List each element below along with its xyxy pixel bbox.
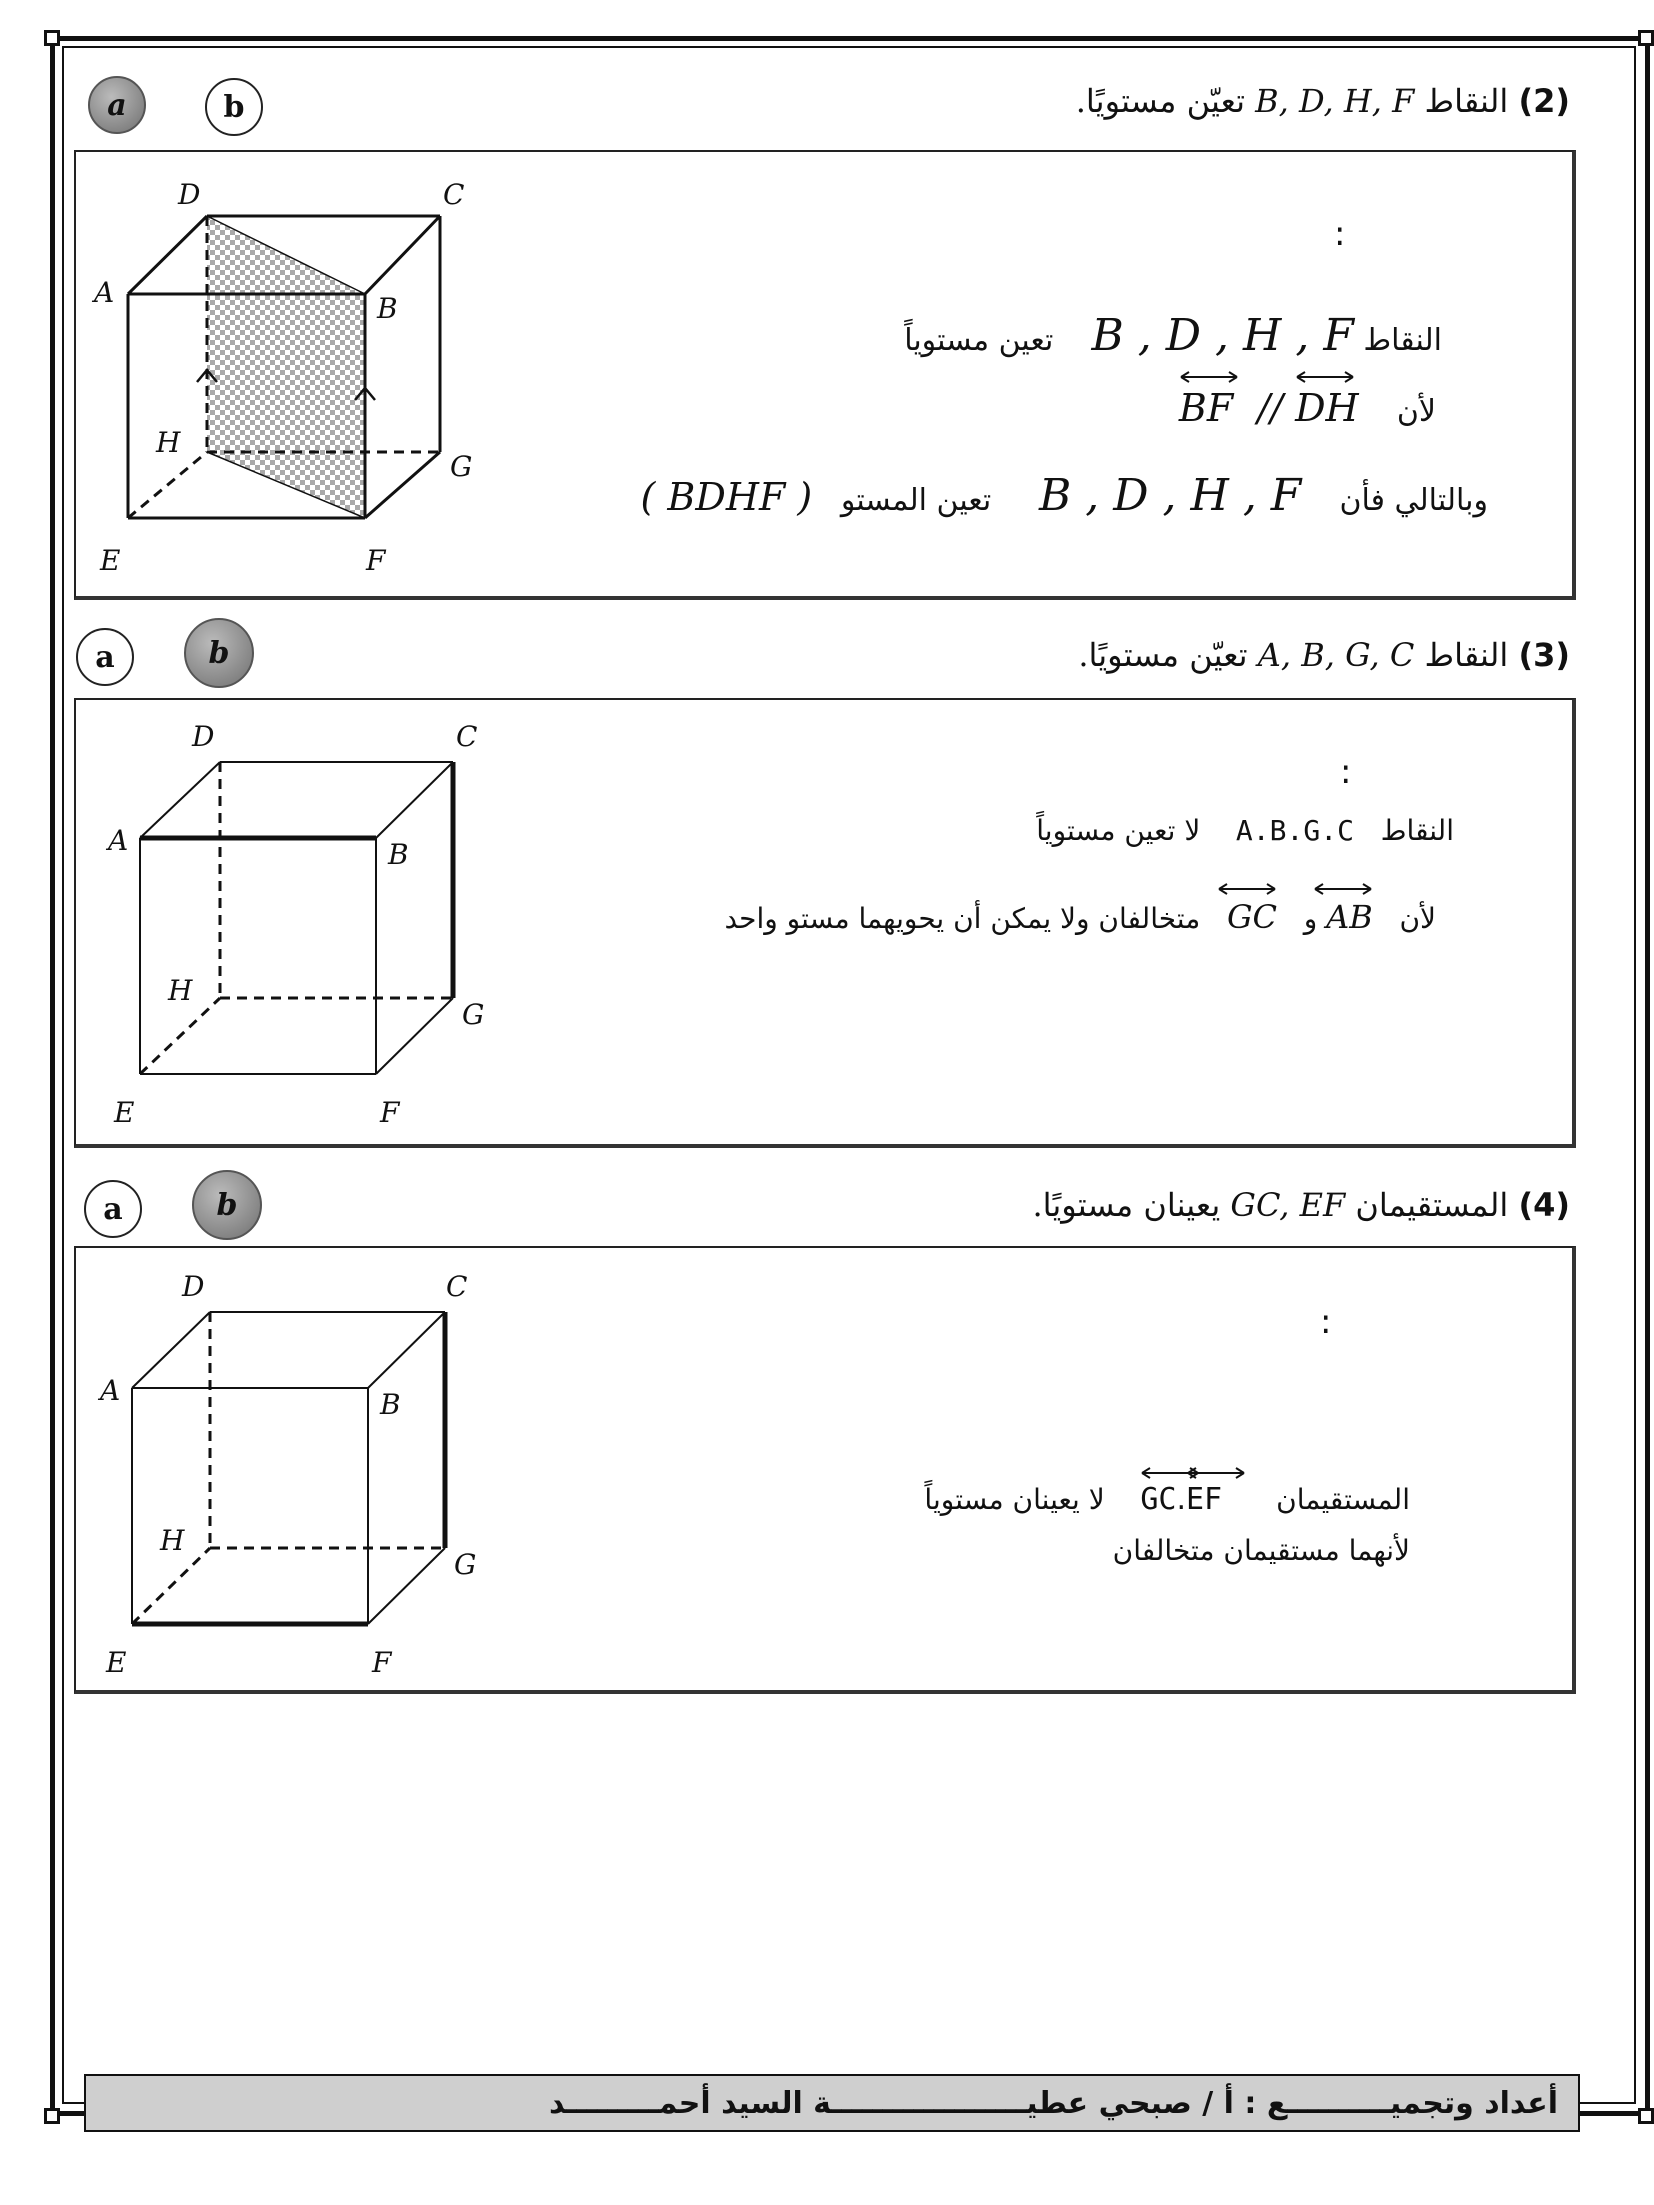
q4-label-c: C [446, 1270, 468, 1303]
q3-l1-end: لا تعين مستوياً [1036, 814, 1201, 847]
q2-solution-line3 [641, 470, 1488, 521]
q4-edge-eh [132, 1548, 210, 1624]
q2-label-c: C [443, 178, 465, 211]
q3-cube-diagram [80, 710, 500, 1140]
q2-label-b: B [377, 292, 398, 325]
q2-statement [70, 64, 1570, 142]
q2-label-e: E [100, 544, 121, 577]
q3-label-c: C [456, 720, 478, 753]
q2-plane-bdhf [207, 216, 365, 518]
frame-corner-ornament [1638, 2108, 1654, 2124]
q4-l1-dot: . [1176, 1482, 1186, 1517]
q3-l2-because: لأن [1399, 902, 1436, 935]
q2-label-a: A [94, 276, 115, 309]
q3-l1-points: A.B.G.C [1235, 814, 1354, 847]
q2-option-a[interactable]: a [88, 76, 146, 134]
double-arrow-icon [1179, 370, 1239, 384]
q3-edge-eh [140, 998, 220, 1074]
q2-edge-eh [128, 452, 207, 518]
q2-label-f: F [366, 544, 386, 577]
q2-cube-diagram [80, 160, 500, 590]
q3-label-g: G [462, 998, 485, 1031]
q4-option-b[interactable]: b [192, 1170, 262, 1240]
q3-label-f: F [380, 1096, 400, 1129]
q2-l1-points: B , D , H , F [1091, 310, 1354, 361]
q4-l1-end: لا يعينان مستوياً [924, 1483, 1105, 1516]
q3-prefix: النقاط [1424, 636, 1509, 674]
q2-colon: : [1334, 214, 1346, 254]
q4-label-e: E [106, 1646, 127, 1679]
q4-vec-gc: GC [1140, 1466, 1176, 1517]
q3-option-a[interactable]: a [76, 628, 134, 686]
q4-label-h: H [160, 1524, 185, 1557]
q4-solution-line1 [924, 1466, 1410, 1517]
q2-edge-fg [365, 452, 440, 518]
q4-prefix: المستقيمان [1355, 1186, 1509, 1224]
q3-solution-line2 [724, 882, 1436, 936]
q3-l2-and: و [1303, 902, 1318, 935]
footer-credit-text: أعداد وتجميــــــــــع : أ / صبحي عطيـــــــــــــــــــة السيد أحمـــــــــد [549, 2085, 1558, 2121]
q3-number: (3) [1518, 636, 1570, 674]
q3-label-d: D [192, 720, 215, 753]
q4-number: (4) [1518, 1186, 1570, 1224]
q4-l1-word: المستقيمان [1276, 1483, 1410, 1516]
q4-label-g: G [454, 1548, 477, 1581]
frame-corner-ornament [44, 30, 60, 46]
q4-label-d: D [182, 1270, 205, 1303]
q2-points: B, D, H, F [1255, 82, 1415, 120]
q4-suffix: يعينان مستويًا. [1032, 1186, 1221, 1224]
q2-solution-line1 [904, 310, 1442, 361]
q2-prefix: النقاط [1424, 82, 1509, 120]
q4-edge-fg [368, 1548, 445, 1624]
q2-option-b[interactable]: b [205, 78, 263, 136]
footer-credit-bar [84, 2074, 1580, 2132]
double-arrow-icon [1186, 1466, 1246, 1480]
q3-vec-ab: AB [1326, 882, 1373, 936]
q3-l2-end: متخالفان ولا يمكن أن يحويهما مستو واحد [724, 902, 1201, 935]
q3-edge-fg [376, 998, 453, 1074]
q2-vec-dh: DH [1295, 370, 1359, 430]
q2-l3-mid: تعين المستو [840, 483, 992, 518]
q4-cube-diagram [80, 1260, 500, 1690]
q2-solution-line2 [1179, 370, 1436, 430]
q3-label-a: A [108, 824, 129, 857]
q3-edge-ad [140, 762, 220, 838]
q4-vec-ef: EF [1186, 1466, 1222, 1517]
q3-label-b: B [388, 838, 409, 871]
q2-edge-ad [128, 216, 207, 294]
q2-l3-start: وبالتالي فأن [1339, 483, 1488, 518]
q4-label-a: A [100, 1374, 121, 1407]
q2-label-g: G [450, 450, 473, 483]
q2-l3-plane: ( BDHF ) [640, 475, 813, 519]
q4-option-a[interactable]: a [84, 1180, 142, 1238]
q2-l1-word: النقاط [1363, 323, 1442, 358]
q2-l3-points: B , D , H , F [1038, 470, 1302, 521]
q2-number: (2) [1518, 82, 1570, 120]
q4-solution-line2: لأنهما مستقيمان متخالفان [1112, 1534, 1410, 1567]
q3-option-b[interactable]: b [184, 618, 254, 688]
q2-label-d: D [178, 178, 201, 211]
q2-l1-end: تعين مستوياً [904, 323, 1054, 358]
q3-l1-word: النقاط [1380, 814, 1454, 847]
q4-colon: : [1320, 1302, 1332, 1342]
q3-points: A, B, G, C [1257, 636, 1415, 674]
q4-lines: GC, EF [1230, 1186, 1346, 1224]
q3-vec-gc: GC [1227, 882, 1277, 936]
q2-vec-bf: BF [1179, 370, 1233, 430]
q4-statement [70, 1168, 1570, 1246]
q2-l2-because: لأن [1396, 394, 1436, 429]
double-arrow-icon [1217, 882, 1277, 896]
q2-edge-bc [365, 216, 440, 294]
q2-suffix: تعيّن مستويًا. [1075, 82, 1245, 120]
frame-corner-ornament [1638, 30, 1654, 46]
q4-edge-bc [368, 1312, 445, 1388]
q4-label-b: B [380, 1388, 401, 1421]
q4-label-f: F [372, 1646, 392, 1679]
q2-label-h: H [156, 426, 181, 459]
q3-label-e: E [114, 1096, 135, 1129]
double-arrow-icon [1313, 882, 1373, 896]
q3-suffix: تعيّن مستويًا. [1078, 636, 1248, 674]
q3-label-h: H [168, 974, 193, 1007]
frame-corner-ornament [44, 2108, 60, 2124]
q3-colon: : [1340, 752, 1352, 792]
q2-parallel-sign: // [1257, 386, 1283, 430]
q3-solution-line1 [1036, 814, 1454, 847]
q3-edge-bc [376, 762, 453, 838]
q3-statement [70, 618, 1570, 696]
double-arrow-icon [1295, 370, 1355, 384]
q4-edge-ad [132, 1312, 210, 1388]
